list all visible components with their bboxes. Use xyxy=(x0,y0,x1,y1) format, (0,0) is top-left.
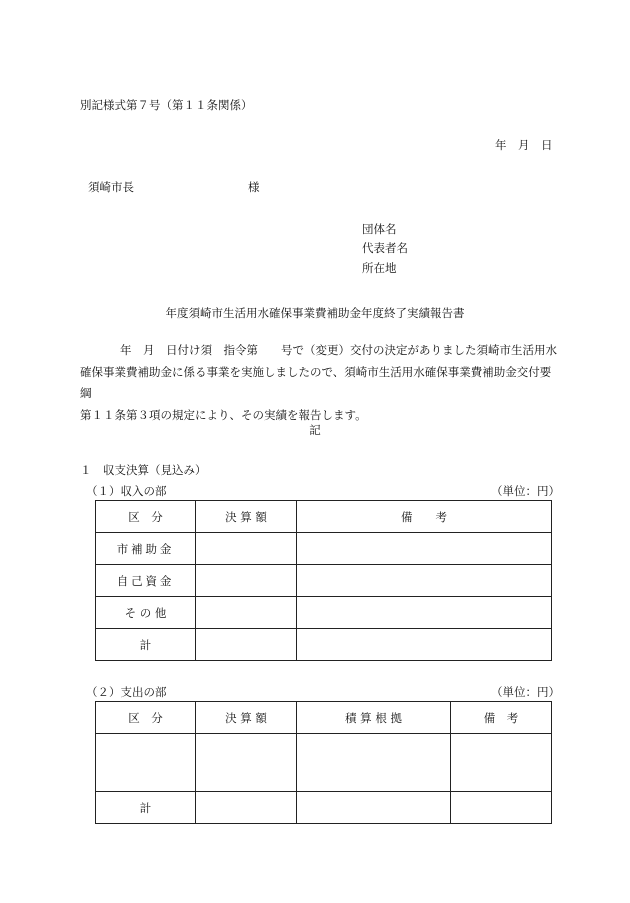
body-line-2: 確保事業費補助金に係る事業を実施しましたので、須崎市生活用水確保事業費補助金交付要綱 xyxy=(80,364,552,400)
form-number: 別記様式第７号（第１１条関係） xyxy=(80,98,253,112)
document-title: 年度須崎市生活用水確保事業費補助金年度終了実績報告書 xyxy=(165,306,465,320)
note-cell[interactable] xyxy=(451,792,552,824)
header-category: 区 分 xyxy=(96,501,196,533)
row-label[interactable] xyxy=(96,734,196,792)
amount-cell[interactable] xyxy=(196,734,297,792)
table-row xyxy=(96,565,552,597)
expense-table xyxy=(95,701,552,824)
row-label: そ の 他 xyxy=(96,597,196,629)
date-placeholder: 年 月 日 xyxy=(495,138,553,152)
row-label: 計 xyxy=(96,629,196,661)
amount-cell[interactable] xyxy=(196,792,297,824)
table-header-row xyxy=(96,702,552,734)
body-line-3: 第１１条第３項の規定により、その実績を報告します。 xyxy=(80,407,367,422)
body-line-1: 年 月 日付け須 指令第 号で（変更）交付の決定がありました須崎市生活用水 xyxy=(120,343,557,357)
header-note: 備 考 xyxy=(451,702,552,734)
income-title: （１）収入の部 xyxy=(86,484,167,498)
note-cell[interactable] xyxy=(297,629,552,661)
table-row xyxy=(96,734,552,792)
header-amount: 決 算 額 xyxy=(196,702,297,734)
row-label: 計 xyxy=(96,792,196,824)
report-body xyxy=(80,340,560,426)
table-row xyxy=(96,597,552,629)
table-total-row xyxy=(96,792,552,824)
table-row xyxy=(96,533,552,565)
applicant-org-label: 団体名 xyxy=(362,222,397,236)
header-amount: 決 算 額 xyxy=(196,501,297,533)
table-total-row xyxy=(96,629,552,661)
note-cell[interactable] xyxy=(297,597,552,629)
honorific: 様 xyxy=(248,180,260,194)
basis-cell[interactable] xyxy=(297,734,451,792)
amount-cell[interactable] xyxy=(196,597,297,629)
section-heading: １ 収支決算（見込み） xyxy=(80,463,207,477)
applicant-addr-label: 所在地 xyxy=(362,261,397,275)
row-label: 市補助金 xyxy=(96,533,196,565)
expense-unit: （単位：円） xyxy=(491,685,560,699)
table-header-row xyxy=(96,501,552,533)
note-cell[interactable] xyxy=(297,533,552,565)
amount-cell[interactable] xyxy=(196,533,297,565)
header-note: 備 考 xyxy=(297,501,552,533)
header-category: 区 分 xyxy=(96,702,196,734)
note-cell[interactable] xyxy=(451,734,552,792)
basis-cell[interactable] xyxy=(297,792,451,824)
header-basis: 積 算 根 拠 xyxy=(297,702,451,734)
row-label: 自己資金 xyxy=(96,565,196,597)
applicant-rep-label: 代表者名 xyxy=(362,241,408,255)
amount-cell[interactable] xyxy=(196,629,297,661)
note-cell[interactable] xyxy=(297,565,552,597)
income-table xyxy=(95,500,552,661)
ki-marker: 記 xyxy=(309,423,321,437)
addressee: 須崎市長 xyxy=(88,180,134,194)
income-unit: （単位：円） xyxy=(491,484,560,498)
amount-cell[interactable] xyxy=(196,565,297,597)
expense-title: （２）支出の部 xyxy=(86,685,167,699)
